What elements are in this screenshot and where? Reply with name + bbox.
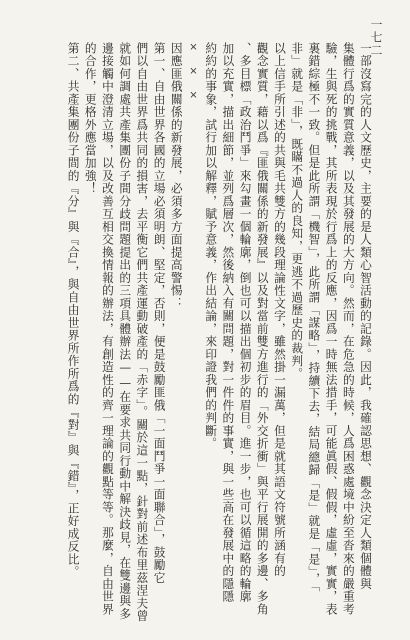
text-column: 、多目標「政治鬥爭」來勾畫一個輪廓，倒也可以描出個初步的眉目。進一步，也可以循這略的輪廓 bbox=[238, 42, 253, 603]
text-column: 因應匪俄關係的新發展，必須多方面提高警惕： bbox=[169, 42, 184, 310]
text-column: 約約的事象，試行加以解釋，賦予意義，作出結論，來印證我們的判斷。 bbox=[204, 42, 219, 450]
text-column: 們以自由世界爲共同的損害，去平衡它們共產運動破產的「赤字」。關於這一點，針對前述布里茲涅夫曾 bbox=[135, 42, 150, 623]
text-column: 加以充實，描出細節，並列爲層次，然後納入有關問題，對一件件的事實，與一些高在發展中的隱隱 bbox=[221, 42, 236, 603]
text-column: 第一、自由世界各國的立場必須明朗、堅定，否則，便是鼓勵匪俄「一面鬥爭一面聯合」，鼓勵它 bbox=[152, 42, 167, 585]
text-column: 驗，生與死的挑戰，其所表現於行爲上的反應，因爲一時無法措手，可能眞假、假假，虛虛，實實，表 bbox=[324, 42, 339, 616]
text-column: 非」就是「非」，既瞞不過人的良知，更逃不過歷史的裁判。 bbox=[290, 42, 305, 381]
body-text bbox=[32, 42, 374, 628]
text-column: 裏錯綜極不一致。但是此所謂「機智」，此所謂「謀略」，持續下去，結局總歸「是」就是「是」，「 bbox=[307, 42, 322, 593]
text-column: 就如何調處共產集團份子間分歧問題提出的三項具體辦法——在要求共同行動中解決歧見，在雙邊與多 bbox=[118, 42, 133, 621]
text-column: 的合作，更格外應當加強！ bbox=[83, 42, 98, 195]
page-number: 一七二 bbox=[369, 18, 383, 57]
text-column: 以上信手所引述的共與毛共雙方的幾段理論性文字，雖然掛一漏萬，但是就其語文符號所涵有的 bbox=[272, 42, 287, 578]
text-column: 集體行爲的實質意義，以及其發展的大方向。然而，在危急的時候，人爲困惑處境中紛至沓來的嚴重考 bbox=[341, 42, 356, 616]
text-column: 觀念實質，藉以爲『匪俄關係的新發展』以及對當前雙方進行的「外交折衝」與平行展開的多邊、多角 bbox=[255, 42, 270, 616]
text-column: 第二、共產集團份子間的『分』與『合』，與自由世界所作所爲的『對』與『錯』，正好成反比。 bbox=[66, 42, 81, 579]
section-separator: × × × bbox=[187, 42, 199, 103]
text-column: 邊接觸中澄清立場，以及改善互相交換情報的辦法，有創造性的齊一理論的觀點等等。那麼，自由世界 bbox=[100, 42, 115, 616]
text-column: 一部沒寫完的人文歷史，主要的是人類心智活動的記錄。因此，我確認思想、觀念決定人類個體與 bbox=[359, 42, 373, 591]
